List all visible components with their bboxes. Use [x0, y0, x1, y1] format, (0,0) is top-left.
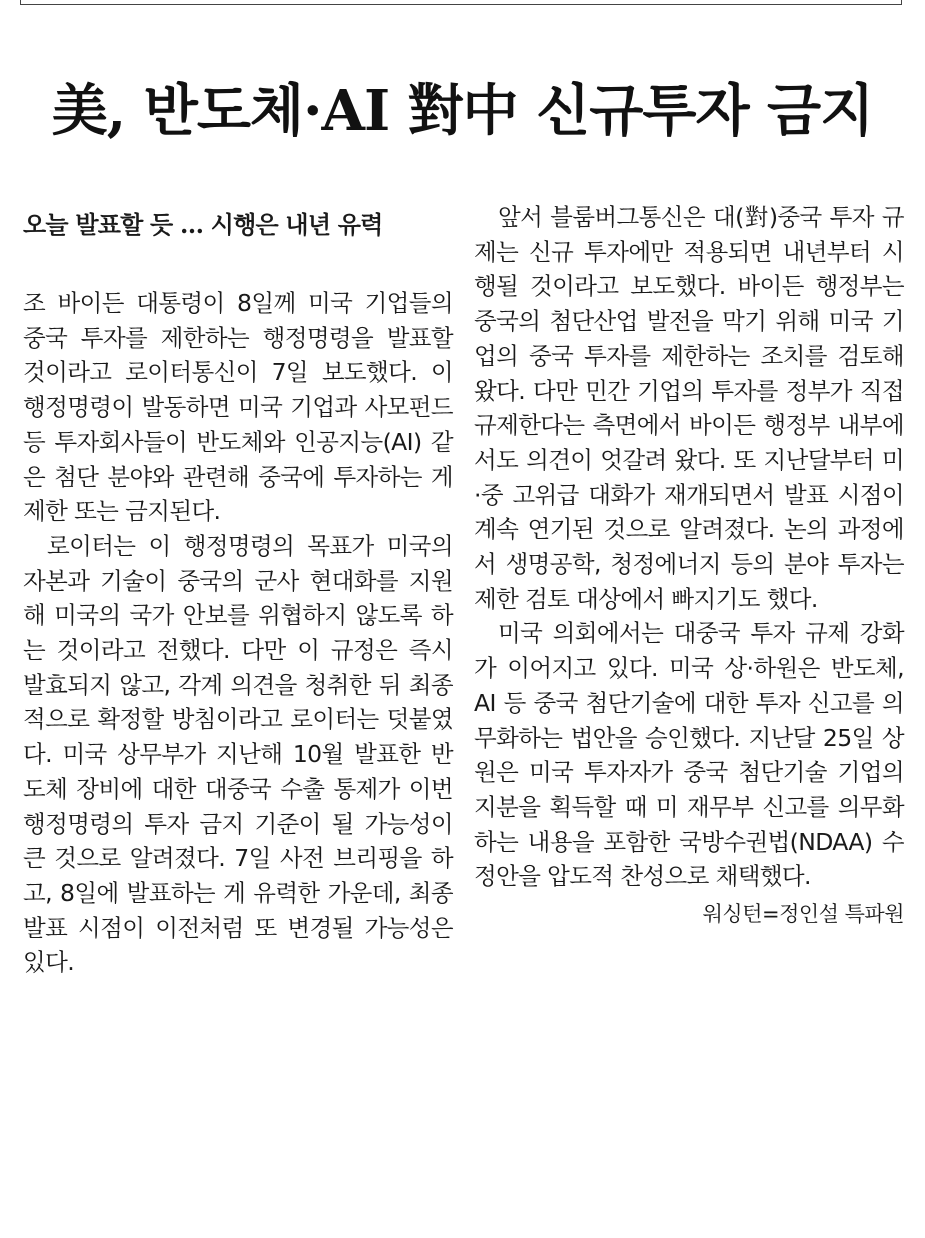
right-column — [474, 200, 904, 934]
headline: 美, 반도체·AI 對中 신규투자 금지 — [51, 78, 874, 144]
article-paragraph: 미국 의회에서는 대중국 투자 규제 강화가 이어지고 있다. 미국 상·하원은 반도체, AI 등 중국 첨단기술에 대한 투자 신고를 의무화하는 법안을 승인했다. 지난달 25일 상원은 미국 투자자가 중국 첨단기술 기업의 지분을 획득할 때 미 재무부 신고를 의무화하는 내용을 포함한 국방수권법(NDAA) 수정안을 압도적 찬성으로 채택했다. — [474, 619, 904, 891]
article-paragraph: 앞서 블룸버그통신은 대(對)중국 투자 규제는 신규 투자에만 적용되면 내년부터 시행될 것이라고 보도했다. 바이든 행정부는 중국의 첨단산업 발전을 막기 위해 미국 기업의 중국 투자를 제한하는 조치를 검토해왔다. 다만 민간 기업의 투자를 정부가 직접 규제한다는 측면에서 바이든 행정부 내부에서도 의견이 엇갈려 왔다. 또 지난달부터 미·중 고위급 대화가 재개되면서 발표 시점이 계속 연기된 것으로 알려졌다. 논의 과정에서 생명공학, 청정에너지 등의 분야 투자는 제한 검토 대상에서 빠지기도 했다. — [474, 203, 904, 613]
top-frame-border — [20, 0, 902, 5]
article-paragraph: 조 바이든 대통령이 8일께 미국 기업들의 중국 투자를 제한하는 행정명령을 발표할 것이라고 로이터통신이 7일 보도했다. 이 행정명령이 발동하면 미국 기업과 사모펀드 등 투자회사들이 반도체와 인공지능(AI) 같은 첨단 분야와 관련해 중국에 투자하는 게 제한 또는 금지된다. — [23, 289, 453, 526]
byline: 워싱턴=정인설 특파원 — [702, 902, 904, 927]
article-paragraph: 로이터는 이 행정명령의 목표가 미국의 자본과 기술이 중국의 군사 현대화를 지원해 미국의 국가 안보를 위협하지 않도록 하는 것이라고 전했다. 다만 이 규정은 즉시 발효되지 않고, 각계 의견을 청취한 뒤 최종적으로 확정할 방침이라고 로이터는 덧붙였다. 미국 상무부가 지난해 10월 발표한 반도체 장비에 대한 대중국 수출 통제가 이번 행정명령의 투자 금지 기준이 될 가능성이 큰 것으로 알려졌다. 7일 사전 브리핑을 하고, 8일에 발표하는 게 유력한 가운데, 최종 발표 시점이 이전처럼 또 변경될 가능성은 있다. — [23, 531, 453, 977]
left-column — [23, 200, 453, 980]
subheadline: 오늘 발표할 듯 … 시행은 내년 유력 — [23, 210, 383, 239]
